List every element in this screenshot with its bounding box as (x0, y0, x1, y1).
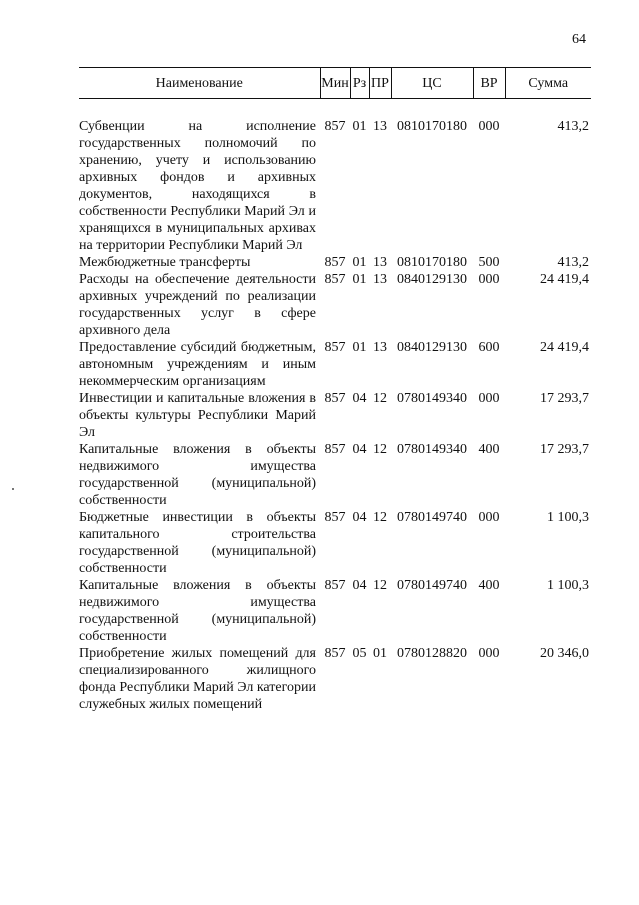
table-row (79, 254, 591, 271)
cell-min: 857 (324, 646, 346, 661)
cell-cs: 0780128820 (397, 646, 467, 661)
cell-cs: 0840129130 (397, 272, 467, 287)
cell-name: Приобретение жилых помещений для специализированного жилищного фонда Республики Марий Эл категории служебных жилых помещений (79, 646, 316, 712)
cell-rz: 05 (352, 646, 367, 661)
header-name: Наименование (79, 68, 320, 99)
cell-vr: 000 (478, 391, 500, 406)
cell-sum: 17 293,7 (540, 391, 589, 406)
cell-cs: 0780149340 (397, 391, 467, 406)
table-row (79, 339, 591, 390)
header-rz: Рз (350, 68, 369, 99)
cell-sum: 17 293,7 (540, 442, 589, 457)
table-row (79, 390, 591, 441)
cell-cs: 0810170180 (397, 119, 467, 134)
cell-vr: 400 (478, 578, 500, 593)
cell-vr: 000 (478, 510, 500, 525)
cell-pr: 13 (373, 340, 387, 355)
table-row (79, 645, 591, 713)
cell-name: Субвенции на исполнение государственных полномочий по хранению, учету и использованию архивных фондов и архивных документов, находящихся в собственности Республики Марий Эл и хранящихся в муниципальных архивах на территории Республики Марий Эл (79, 119, 316, 253)
cell-min: 857 (324, 272, 346, 287)
table-row (79, 271, 591, 339)
cell-vr: 000 (478, 272, 500, 287)
cell-pr: 01 (373, 646, 387, 661)
header-min: Мин (320, 68, 350, 99)
cell-cs: 0840129130 (397, 340, 467, 355)
cell-min: 857 (324, 578, 346, 593)
cell-cs: 0780149740 (397, 578, 467, 593)
cell-name: Капитальные вложения в объекты недвижимого имущества государственной (муниципальной) собственности (79, 442, 316, 508)
header-cs: ЦС (391, 68, 473, 99)
budget-table (79, 67, 591, 713)
cell-sum: 1 100,3 (547, 578, 589, 593)
cell-pr: 13 (373, 119, 387, 134)
cell-pr: 13 (373, 255, 387, 270)
cell-rz: 01 (352, 340, 367, 355)
cell-vr: 500 (478, 255, 500, 270)
cell-vr: 000 (478, 119, 500, 134)
table-row (79, 509, 591, 577)
table-row (79, 441, 591, 509)
cell-cs: 0780149340 (397, 442, 467, 457)
page-number: 64 (572, 32, 586, 47)
cell-cs: 0780149740 (397, 510, 467, 525)
cell-min: 857 (324, 391, 346, 406)
cell-sum: 20 346,0 (540, 646, 589, 661)
cell-rz: 04 (352, 391, 367, 406)
cell-sum: 24 419,4 (540, 272, 589, 287)
cell-pr: 12 (373, 510, 387, 525)
cell-pr: 12 (373, 391, 387, 406)
cell-name: Расходы на обеспечение деятельности архивных учреждений по реализации государственных услуг в сфере архивного дела (79, 272, 316, 338)
cell-sum: 413,2 (557, 255, 589, 270)
cell-vr: 600 (478, 340, 500, 355)
cell-rz: 01 (352, 255, 367, 270)
cell-sum: 1 100,3 (547, 510, 589, 525)
cell-rz: 04 (352, 578, 367, 593)
cell-name: Межбюджетные трансферты (79, 255, 251, 270)
header-pr: ПР (369, 68, 391, 99)
table-body (79, 118, 591, 713)
cell-rz: 01 (352, 119, 367, 134)
table-row (79, 118, 591, 254)
scan-speck (12, 488, 14, 490)
cell-vr: 000 (478, 646, 500, 661)
header-vr: ВР (473, 68, 505, 99)
budget-table-block (79, 67, 591, 713)
cell-min: 857 (324, 340, 346, 355)
table-row (79, 577, 591, 645)
cell-name: Инвестиции и капитальные вложения в объекты культуры Республики Марий Эл (79, 391, 316, 440)
cell-pr: 13 (373, 272, 387, 287)
table-header (79, 68, 591, 119)
cell-name: Предоставление субсидий бюджетным, автономным учреждениям и иным некоммерческим организациям (79, 340, 316, 389)
cell-min: 857 (324, 442, 346, 457)
cell-sum: 24 419,4 (540, 340, 589, 355)
cell-name: Капитальные вложения в объекты недвижимого имущества государственной (муниципальной) собственности (79, 578, 316, 644)
cell-rz: 01 (352, 272, 367, 287)
cell-min: 857 (324, 119, 346, 134)
cell-min: 857 (324, 255, 346, 270)
cell-name: Бюджетные инвестиции в объекты капитального строительства государственной (муниципальной) собственности (79, 510, 316, 576)
header-sum: Сумма (505, 68, 591, 99)
cell-rz: 04 (352, 510, 367, 525)
cell-pr: 12 (373, 442, 387, 457)
cell-vr: 400 (478, 442, 500, 457)
cell-sum: 413,2 (557, 119, 589, 134)
cell-pr: 12 (373, 578, 387, 593)
cell-cs: 0810170180 (397, 255, 467, 270)
cell-rz: 04 (352, 442, 367, 457)
cell-min: 857 (324, 510, 346, 525)
